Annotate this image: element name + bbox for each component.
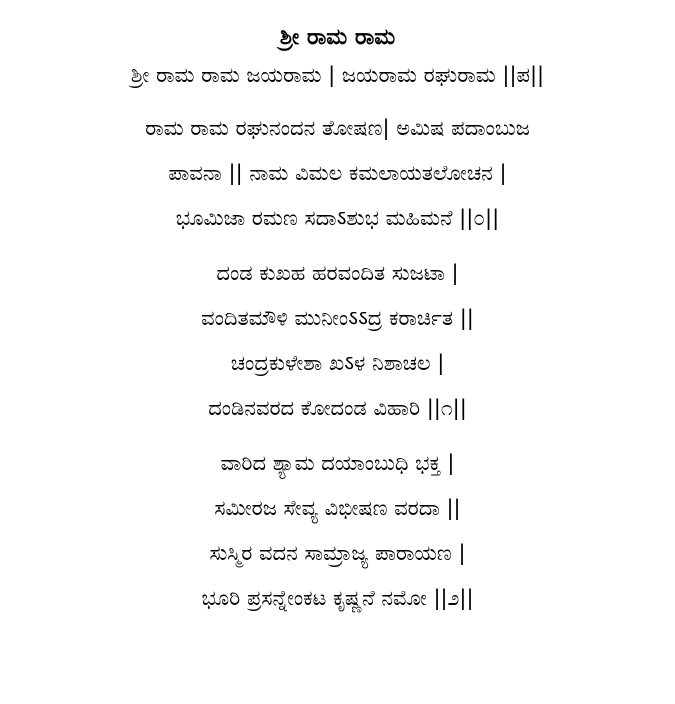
stanza-line: ವಾರಿದ ಶ್ಯಾಮ ದಯಾಂಬುಧಿ ಭಕ್ತ | [220, 451, 455, 475]
stanza-2 [0, 251, 675, 431]
stanza-line: ದಂಡ ಕುಖಹ ಹರವಂದಿತ ಸುಜಟಾ | [216, 261, 459, 285]
stanza-line: ಭೂಮಿಜಾ ರಮಣ ಸದಾऽಶುಭ ಮಹಿಮನೆ ||೦|| [175, 206, 500, 230]
stanza-line: ರಾಮ ರಾಮ ರಘುನಂದನ ತೋಷಣ| ಅಮಿಷ ಪದಾಂಬುಜ [145, 116, 530, 140]
stanza-line: ವಂದಿತಮೌಳಿ ಮುನೀಂऽऽದ್ರ ಕರಾರ್ಚಿತ || [201, 306, 474, 330]
stanza-line: ಸಮೀರಜ ಸೇವ್ಯ ವಿಭೀಷಣ ವರದಾ || [214, 496, 461, 520]
stanza-line: ಸುಸ್ಮಿರ ವದನ ಸಾಮ್ರಾಜ್ಯ ಪಾರಾಯಣ | [209, 541, 466, 565]
stanza-line: ಚಂದ್ರಕುಳೇಶಾ ಖऽಳ ನಿಶಾಚಲ | [230, 351, 445, 375]
stanza-3 [0, 441, 675, 621]
song-title: ಶ್ರೀ ರಾಮ ರಾಮ [279, 25, 396, 50]
stanza-line: ದಂಡಿನವರದ ಕೋದಂಡ ವಿಹಾರಿ ||೧|| [208, 396, 467, 420]
stanza-1 [0, 106, 675, 241]
stanza-line: ಭೂರಿ ಪ್ರಸನ್ನೇಂಕಟ ಕೃಷ್ಣನೆ ನಮೋ ||೨|| [201, 586, 474, 610]
pallavi-line: ಶ್ರೀ ರಾಮ ರಾಮ ಜಯರಾಮ | ಜಯರಾಮ ರಘುರಾಮ ||ಪ|| [130, 63, 545, 87]
stanza-line: ಪಾವನಾ || ನಾಮ ವಿಮಲ ಕಮಲಾಯತಲೋಚನ | [168, 161, 507, 185]
